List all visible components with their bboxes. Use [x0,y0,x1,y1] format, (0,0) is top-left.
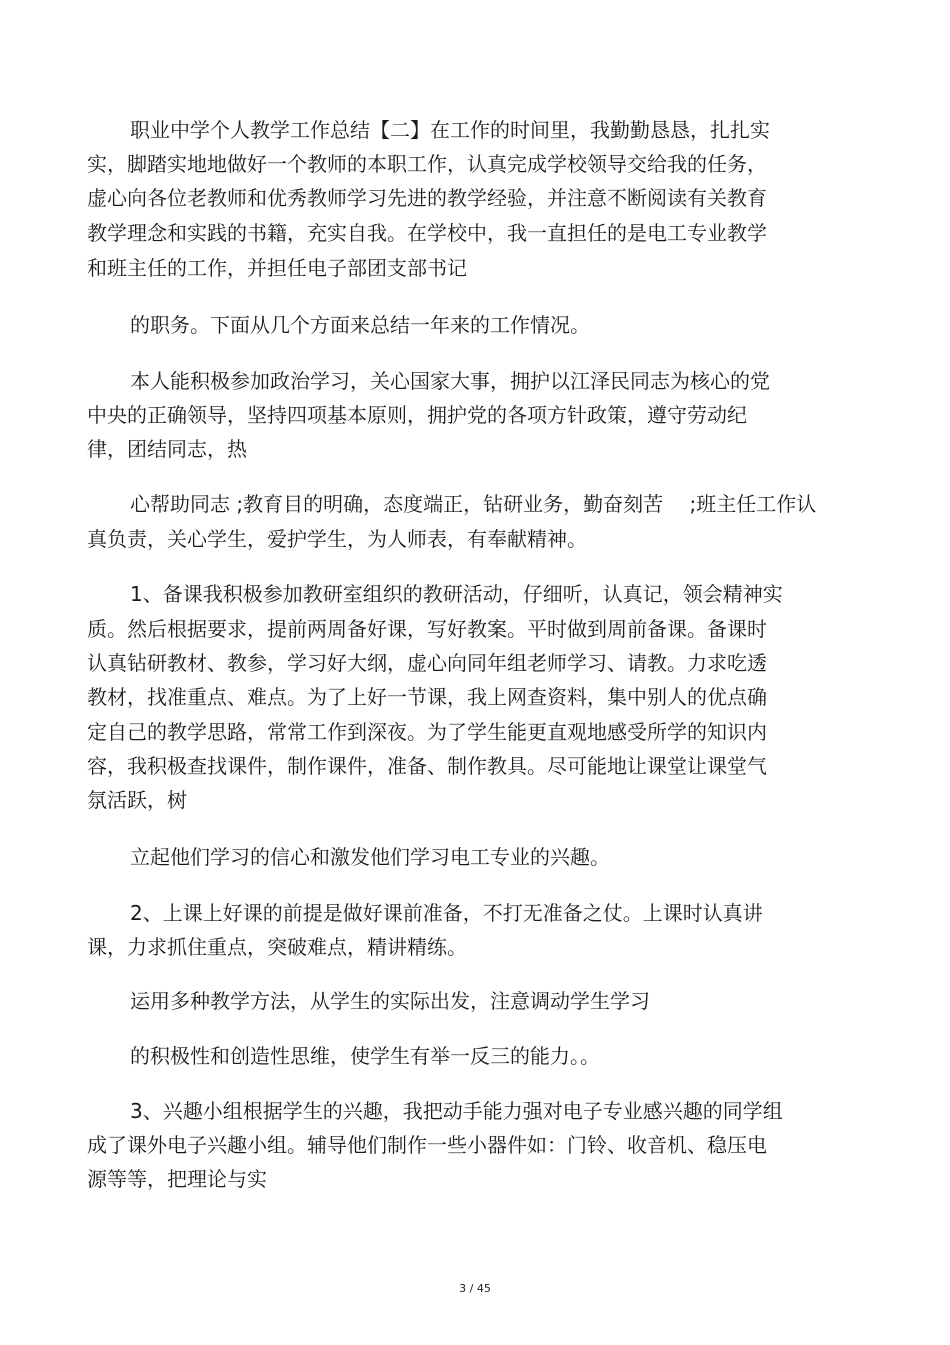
text-line: 容，我积极查找课件，制作课件，准备、制作教具。尽可能地让课堂让课堂气 [87,754,767,778]
text-line: 成了课外电子兴趣小组。辅导他们制作一些小器件如：门铃、收音机、稳压电 [87,1133,767,1157]
text-line: 2、上课上好课的前提是做好课前准备，不打无准备之仗。上课时认真讲 [130,901,763,925]
text-line: 职业中学个人教学工作总结【二】在工作的时间里，我勤勤恳恳，扎扎实 [130,118,770,142]
text-line: 真负责，关心学生，爱护学生，为人师表，有奉献精神。 [87,527,587,551]
text-line: 定自己的教学思路，常常工作到深夜。为了学生能更直观地感受所学的知识内 [87,720,767,744]
text-line: 本人能积极参加政治学习，关心国家大事，拥护以江泽民同志为核心的党 [130,369,770,393]
text-line: 认真钻研教材、教参，学习好大纲，虚心向同年组老师学习、请教。力求吃透 [87,651,767,675]
text-line: 和班主任的工作，并担任电子部团支部书记 [87,256,467,280]
text-line: 课，力求抓住重点，突破难点，精讲精练。 [87,935,467,959]
text-line: 教材，找准重点、难点。为了上好一节课，我上网查资料，集中别人的优点确 [87,685,767,709]
text-line: 立起他们学习的信心和激发他们学习电工专业的兴趣。 [130,845,610,869]
text-line: 运用多种教学方法，从学生的实际出发，注意调动学生学习 [130,989,650,1013]
text-line: 教学理念和实践的书籍，充实自我。在学校中，我一直担任的是电工专业教学 [87,221,767,245]
text-line: 的积极性和创造性思维，使学生有举一反三的能力。。 [130,1044,600,1068]
text-line: 心帮助同志 ;教育目的明确，态度端正，钻研业务，勤奋刻苦 ;班主任工作认 [130,492,817,516]
text-line: 质。然后根据要求，提前两周备好课，写好教案。平时做到周前备课。备课时 [87,617,767,641]
text-line: 实，脚踏实地地做好一个教师的本职工作，认真完成学校领导交给我的任务， [87,152,767,176]
text-line: 虚心向各位老教师和优秀教师学习先进的教学经验，并注意不断阅读有关教育 [87,186,767,210]
text-line: 1、备课我积极参加教研室组织的教研活动，仔细听，认真记，领会精神实 [130,582,783,606]
page-number: 3 / 45 [459,1282,491,1295]
text-line: 的职务。下面从几个方面来总结一年来的工作情况。 [130,313,590,337]
text-line: 氛活跃，树 [87,788,187,812]
text-line: 3、兴趣小组根据学生的兴趣，我把动手能力强对电子专业感兴趣的同学组 [130,1099,783,1123]
text-line: 源等等，把理论与实 [87,1167,267,1191]
text-line: 律，团结同志，热 [87,437,247,461]
text-line: 中央的正确领导，坚持四项基本原则，拥护党的各项方针政策，遵守劳动纪 [87,403,747,427]
